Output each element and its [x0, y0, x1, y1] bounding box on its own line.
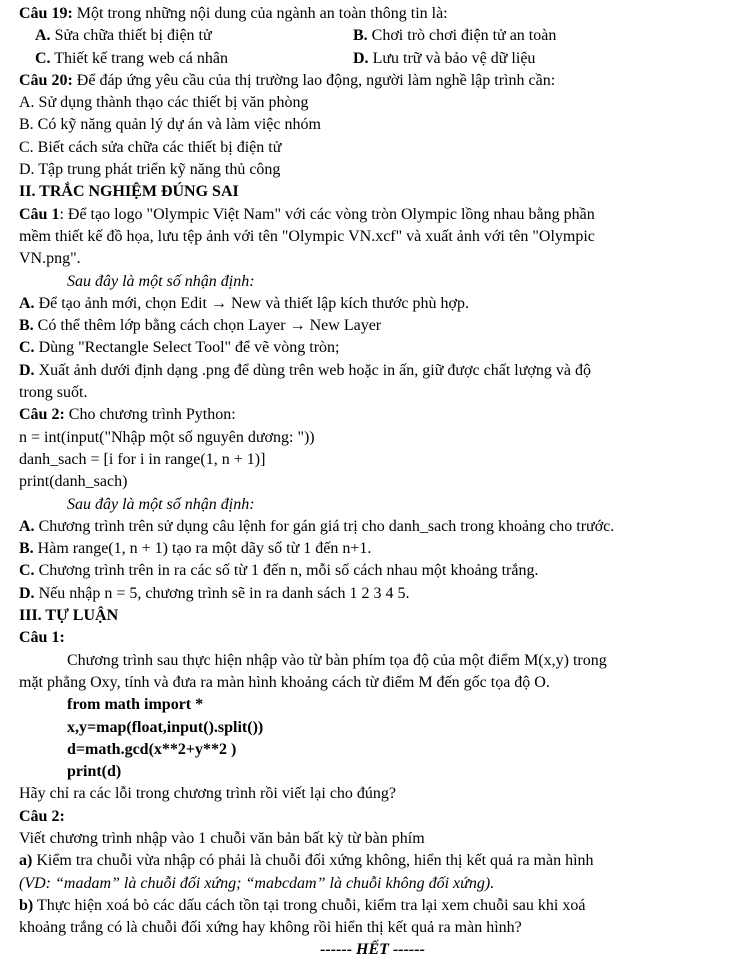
option-text: Lưu trữ và bảo vệ dữ liệu [368, 49, 536, 67]
sub-question-text: Thực hiện xoá bỏ các dấu cách tồn tại trong chuỗi, kiểm tra lại xem chuỗi sau khi xoá [33, 896, 586, 914]
claims-intro: Sau đây là một số nhận định: [67, 495, 255, 513]
question-text: VN.png". [19, 250, 81, 268]
question-label: Câu 1: [19, 629, 65, 647]
option-text: Thiết kế trang web cá nhân [50, 49, 228, 67]
sub-question-key: a) [19, 852, 33, 870]
claim-key: A. [19, 517, 35, 535]
claim-a [19, 293, 726, 315]
question-label: Câu 2: [19, 406, 65, 424]
options-row [19, 48, 726, 70]
sub-question-key: b) [19, 896, 34, 914]
claim-key: B. [19, 540, 34, 558]
claim-key: C. [19, 339, 35, 357]
end-marker: ------ HẾT ------ [320, 941, 425, 959]
section-title: III. TỰ LUẬN [19, 607, 119, 625]
claim-text: Chương trình trên in ra các số từ 1 đến n, mỗi số cách nhau một khoảng trắng. [34, 562, 539, 580]
claim-c [19, 337, 726, 359]
option-b [353, 25, 556, 47]
claim-d [19, 360, 726, 382]
claim-key: D. [19, 584, 35, 602]
claim-b [19, 538, 726, 560]
question-19 [19, 3, 726, 25]
option-key: C. [35, 49, 51, 67]
s2-question-2 [19, 404, 726, 426]
question-text: mềm thiết kế đồ họa, lưu tệp ảnh với tên "Olympic VN.xcf" và xuất ảnh với tên "Olympic [19, 227, 595, 245]
option-text: Chơi trò chơi điện tử an toàn [367, 27, 557, 45]
code-line: print(d) [67, 763, 122, 781]
claim-d-continued: trong suốt. [19, 384, 88, 402]
claim-a [19, 516, 726, 538]
question-label: Câu 1 [19, 205, 60, 223]
sub-question-b [19, 895, 726, 917]
question-label: Câu 20: [19, 71, 73, 89]
option-d [353, 48, 535, 70]
option-key: A. [35, 27, 51, 45]
question-20 [19, 70, 726, 92]
option-text: Sửa chữa thiết bị điện tử [50, 27, 212, 45]
claim-text: Hàm range(1, n + 1) tạo ra một dãy số từ 1 đến n+1. [33, 540, 372, 558]
option-a: A. Sử dụng thành thạo các thiết bị văn phòng [19, 94, 309, 112]
question-text: Hãy chỉ ra các lỗi trong chương trình rồi viết lại cho đúng? [19, 785, 397, 803]
question-label: Câu 19: [19, 5, 73, 22]
claim-key: D. [19, 361, 35, 379]
sub-question-continued: khoảng trắng có là chuỗi đối xứng hay không rồi hiển thị kết quả ra màn hình? [19, 919, 522, 937]
sub-question-a [19, 850, 726, 872]
option-a [35, 25, 353, 47]
question-text: Cho chương trình Python: [64, 406, 236, 424]
option-d: D. Tập trung phát triển kỹ năng thủ công [19, 161, 281, 179]
sub-question-text: Kiểm tra chuỗi vừa nhập có phải là chuỗi đối xứng không, hiển thị kết quả ra màn hình [32, 852, 594, 870]
question-text: : Để tạo logo "Olympic Việt Nam" với các vòng tròn Olympic lồng nhau bằng phần [59, 205, 595, 223]
code-line: n = int(input("Nhập một số nguyên dương: ")) [19, 428, 315, 446]
option-b: B. Có kỹ năng quản lý dự án và làm việc nhóm [19, 116, 321, 134]
code-line: danh_sach = [i for i in range(1, n + 1)] [19, 450, 266, 468]
claim-key: B. [19, 317, 34, 335]
claim-c [19, 560, 726, 582]
code-line: from math import * [67, 696, 204, 714]
option-c [35, 48, 353, 70]
paragraph-text: Chương trình sau thực hiện nhập vào từ bàn phím tọa độ của một điểm M(x,y) trong [67, 651, 607, 669]
claims-intro: Sau đây là một số nhận định: [67, 272, 255, 290]
claim-text: Có thể thêm lớp bằng cách chọn Layer → New Layer [33, 317, 382, 335]
claim-text: Nếu nhập n = 5, chương trình sẽ in ra danh sách 1 2 3 4 5. [34, 584, 410, 602]
question-label: Câu 2: [19, 807, 65, 825]
option-c: C. Biết cách sửa chữa các thiết bị điện tử [19, 138, 282, 156]
claim-key: C. [19, 562, 35, 580]
claim-text: Chương trình trên sử dụng câu lệnh for gán giá trị cho danh_sach trong khoảng cho trước. [34, 517, 615, 535]
options-row [19, 25, 726, 47]
question-text: Viết chương trình nhập vào 1 chuỗi văn bản bất kỳ từ bàn phím [19, 829, 425, 847]
claim-d [19, 583, 726, 605]
claim-text: Để tạo ảnh mới, chọn Edit → New và thiết lập kích thước phù hợp. [34, 294, 469, 312]
question-text: Một trong những nội dung của ngành an toàn thông tin là: [72, 5, 448, 22]
example-text: (VD: “madam” là chuỗi đối xứng; “mabcdam” là chuỗi không đối xứng). [19, 874, 495, 892]
option-key: D. [353, 49, 369, 67]
s2-question-1 [19, 204, 726, 226]
claim-key: A. [19, 294, 35, 312]
code-line: d=math.gcd(x**2+y**2 ) [67, 740, 237, 758]
code-line: x,y=map(float,input().split()) [67, 718, 264, 736]
code-line: print(danh_sach) [19, 473, 128, 491]
option-key: B. [353, 27, 368, 45]
section-title: II. TRẮC NGHIỆM ĐÚNG SAI [19, 183, 239, 201]
claim-text: Dùng "Rectangle Select Tool" để vẽ vòng tròn; [34, 339, 340, 357]
paragraph-text: mặt phẳng Oxy, tính và đưa ra màn hình khoảng cách từ điểm M đến gốc tọa độ O. [19, 673, 550, 691]
question-text: Để đáp ứng yêu cầu của thị trường lao động, người làm nghề lập trình cần: [72, 71, 556, 89]
claim-b [19, 315, 726, 337]
claim-text: Xuất ảnh dưới định dạng .png để dùng trên web hoặc in ấn, giữ được chất lượng và độ [34, 361, 591, 379]
